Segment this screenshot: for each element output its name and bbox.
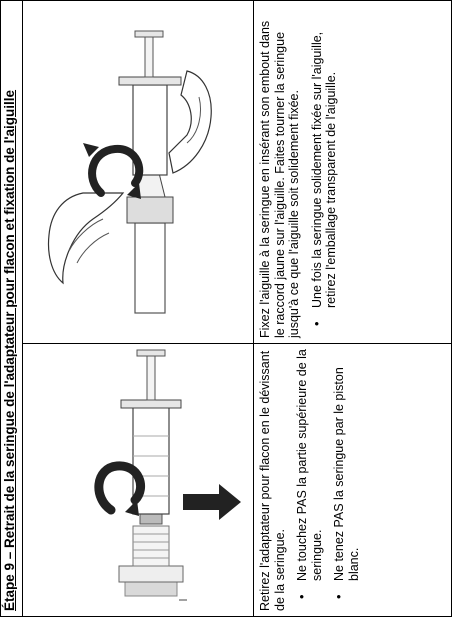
row2-instruction: Fixez l'aiguille à la seringue en insérant son embout dans le raccord jaune sur l'aiguille. Faites tourner la seringue jusqu'à ce que l'aiguille soit solidement fixée. xyxy=(258,20,302,338)
row-separator xyxy=(253,0,254,617)
row2-bullet-1: • Une fois la seringue solidement fixée sur l'aiguille, retirez l'emballage transparent de l'aiguille. xyxy=(310,8,339,308)
row1-bullet-1: • Ne touchez PAS la partie supérieure de la seringue. xyxy=(295,349,324,581)
row2-text xyxy=(258,8,347,338)
step-heading: Étape 9 – Retrait de la seringue de l'adaptateur pour flacon et fixation de l'aiguille xyxy=(2,89,17,611)
needle-attachment-illustration xyxy=(23,1,253,343)
row1-text xyxy=(258,349,370,611)
row1-instruction: Retirez l'adaptateur pour flacon en le dévissant de la seringue. xyxy=(258,350,287,611)
table-border-top xyxy=(0,0,1,617)
syringe-adapter-illustration xyxy=(23,344,253,616)
row1-bullet-list xyxy=(295,349,361,611)
row2-bullet-list xyxy=(310,8,339,338)
row1-bullet-2: • Ne tenez PAS la seringue par le piston blanc. xyxy=(332,349,361,581)
